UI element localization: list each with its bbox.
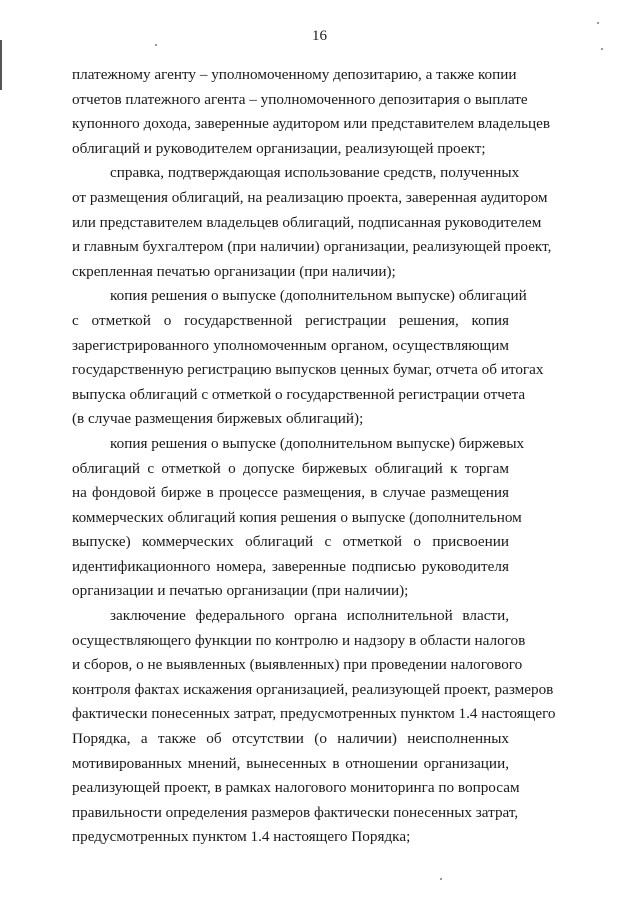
text-line: или представителем владельцев облигаций, подписанная руководителем xyxy=(72,213,542,231)
scan-edge-mark xyxy=(0,40,2,90)
document-body xyxy=(72,63,556,850)
paragraph xyxy=(72,284,544,432)
text-line: осуществляющего функции по контролю и надзору в области налогов xyxy=(72,631,526,649)
scan-speck xyxy=(440,878,442,880)
text-line: государственную регистрацию выпусков ценных бумаг, отчета об итогах xyxy=(72,361,544,379)
text-line: на фондовой бирже в процессе размещения, в случае размещения xyxy=(72,484,509,502)
text-line: копия решения о выпуске (дополнительном выпуске) биржевых xyxy=(110,434,525,452)
text-line: Порядка, а также об отсутствии (о наличии) неисполненных xyxy=(72,730,509,748)
text-line: отчетов платежного агента – уполномоченного депозитария о выплате xyxy=(72,90,528,108)
text-line: предусмотренных пунктом 1.4 настоящего Порядка; xyxy=(72,828,411,846)
text-line: правильности определения размеров фактически понесенных затрат, xyxy=(72,803,519,821)
text-line: фактически понесенных затрат, предусмотренных пунктом 1.4 настоящего xyxy=(72,705,556,723)
text-line: зарегистрированного уполномоченным органом, осуществляющим xyxy=(72,336,509,354)
scan-speck xyxy=(597,22,599,24)
paragraph xyxy=(72,432,525,604)
text-line: выпуске) коммерческих облигаций с отметкой о присвоении xyxy=(72,533,509,551)
text-line: скрепленная печатью организации (при наличии); xyxy=(72,262,396,280)
text-line: (в случае размещения биржевых облигаций); xyxy=(72,410,364,428)
text-line: справка, подтверждающая использование средств, полученных xyxy=(110,164,520,182)
text-line: организации и печатью организации (при наличии); xyxy=(72,582,409,600)
text-line: и сборов, о не выявленных (выявленных) при проведении налогового xyxy=(72,656,523,674)
text-line: облигаций с отметкой о допуске биржевых облигаций к торгам xyxy=(72,459,509,477)
text-line: коммерческих облигаций копия решения о выпуске (дополнительном xyxy=(72,508,522,526)
paragraph xyxy=(72,63,551,161)
text-line: заключение федерального органа исполнительной власти, xyxy=(110,607,509,625)
text-line: от размещения облигаций, на реализацию проекта, заверенная аудитором xyxy=(72,188,548,206)
text-line: копия решения о выпуске (дополнительном выпуске) облигаций xyxy=(110,287,527,305)
page-number: 16 xyxy=(312,28,327,44)
scan-speck xyxy=(601,48,603,50)
text-line: идентификационного номера, заверенные подписью руководителя xyxy=(72,557,509,575)
paragraph xyxy=(72,604,556,850)
text-line: реализующей проект, в рамках налогового мониторинга по вопросам xyxy=(72,779,520,797)
text-line: контроля фактах искажения организацией, реализующей проект, размеров xyxy=(72,680,554,698)
text-line: и главным бухгалтером (при наличии) организации, реализующей проект, xyxy=(72,238,552,256)
text-line: с отметкой о государственной регистрации решения, копия xyxy=(72,311,509,329)
paragraph xyxy=(72,161,552,284)
text-line: облигаций и руководителем организации, реализующей проект; xyxy=(72,139,486,157)
text-line: купонного дохода, заверенные аудитором или представителем владельцев xyxy=(72,115,551,133)
text-line: мотивированных мнений, вынесенных в отношении организации, xyxy=(72,754,509,772)
text-line: платежному агенту – уполномоченному депозитарию, а также копии xyxy=(72,66,517,83)
text-line: выпуска облигаций с отметкой о государственной регистрации отчета xyxy=(72,385,526,403)
